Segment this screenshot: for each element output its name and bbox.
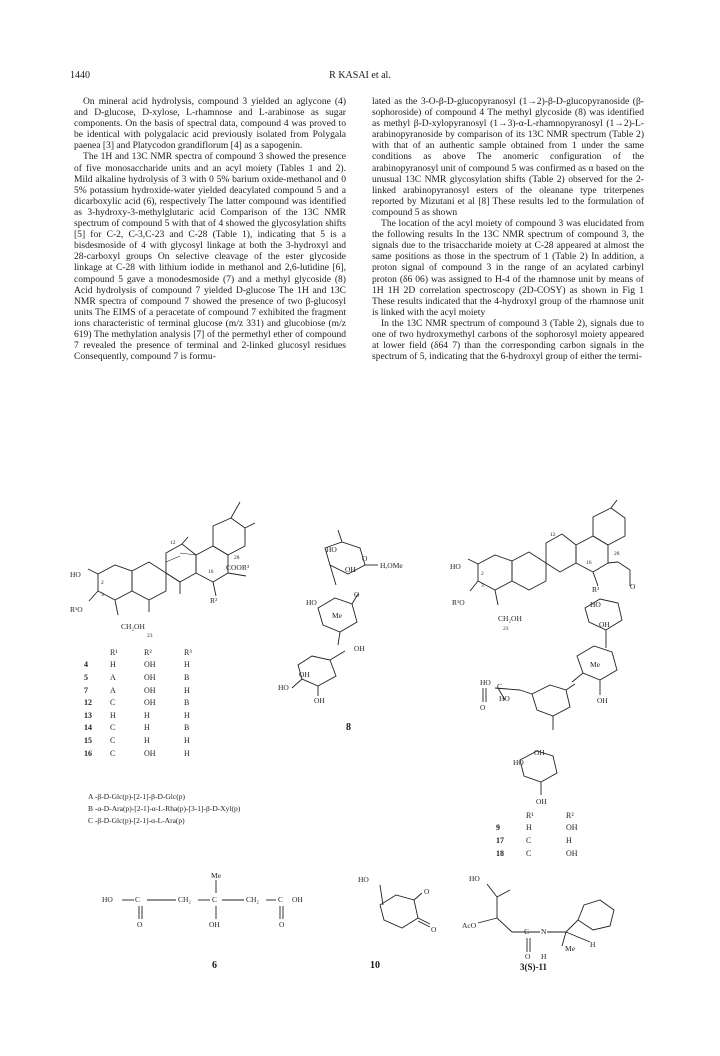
table-cell: B: [184, 672, 190, 682]
table-cell: H: [184, 710, 190, 720]
table-header-cell: [84, 646, 110, 659]
s1-label-n16: 16: [208, 569, 214, 575]
left-column: [74, 96, 346, 362]
table-header-cell: [496, 809, 526, 822]
lactone10-label-o-carbonyl: O: [431, 925, 437, 934]
acid6-label-me: Me: [211, 871, 221, 880]
legend-line-c: C -β-D-Glc(p)-[2-1]-α-L-Ara(p): [88, 816, 185, 825]
s9-label-ho: HO: [450, 562, 461, 571]
s1-label-r1o: R¹O: [70, 605, 83, 614]
s8-label-o1: O: [362, 554, 368, 563]
substituent-table-2: [496, 809, 596, 859]
table-header-row: [496, 809, 596, 822]
table-cell: OH: [566, 848, 578, 858]
amide11-label-h: H: [590, 940, 596, 949]
s8-label-ho-top: HO: [326, 545, 337, 554]
lactone-10-bonds: [380, 885, 430, 928]
table-cell: C: [526, 848, 532, 858]
table-cell: 13: [84, 710, 92, 720]
table-header-row: [84, 646, 208, 659]
amide11-label-h-n: H: [541, 952, 547, 961]
table-header-cell: R¹: [526, 810, 534, 820]
s8-label-oh2: OH: [354, 644, 365, 653]
substituent-table-1: [84, 646, 208, 759]
triterpene-structure-1: [88, 502, 255, 615]
s8-label-me: Me: [332, 611, 342, 620]
compound-label-10: 10: [370, 960, 380, 971]
lactone10-label-o-ring: O: [424, 887, 430, 896]
table-cell: H: [184, 748, 190, 758]
table-cell: 9: [496, 823, 500, 833]
table-cell: C: [110, 748, 116, 758]
s1-label-n2: 2: [101, 580, 104, 586]
table-cell: B: [184, 723, 190, 733]
s9-label-r1o: R¹O: [452, 598, 465, 607]
s9-label-ho2: HO: [590, 600, 601, 609]
running-title: R KASAI et al.: [329, 70, 391, 81]
table-cell: C: [110, 698, 116, 708]
s9-label-n23: 23: [503, 626, 509, 632]
table-cell: A: [110, 672, 116, 682]
s9-label-o: O: [630, 582, 636, 591]
table-cell: H: [144, 735, 150, 745]
table-cell: H: [144, 710, 150, 720]
s9-label-oh3: OH: [534, 748, 545, 757]
table-cell: A: [110, 685, 116, 695]
acid6-label-c3: C: [278, 895, 284, 904]
table-row: [84, 709, 208, 722]
table-cell: 15: [84, 735, 92, 745]
s9-label-n3: 3: [481, 583, 484, 589]
table-cell: OH: [144, 672, 156, 682]
s8-label-ho3: HO: [278, 683, 289, 692]
table-cell: H: [110, 710, 116, 720]
right-paragraph-3: In the 13C NMR spectrum of compound 3 (Table 2), signals due to one of two hydroxymethyl carbons of the sophorosyl moiety appeared at lower field (δ64 7) than the corresponding carbon signals in the spectrum of 5, indicating that the 6-hydroxyl group of either the termi-: [372, 317, 644, 363]
compound-label-8: 8: [346, 722, 351, 733]
table-header-cell: R²: [144, 647, 152, 657]
s1-label-r2: R²: [210, 596, 218, 605]
s9-label-r2: R²: [592, 585, 600, 594]
s9-label-n12: 12: [550, 532, 556, 538]
s9-label-ho5: HO: [513, 758, 524, 767]
s9-label-me: Me: [590, 660, 600, 669]
table-cell: H: [184, 660, 190, 670]
table-row: [84, 659, 208, 672]
table-row: [84, 696, 208, 709]
table-cell: H: [144, 723, 150, 733]
table-row: [84, 684, 208, 697]
legend-line-b: B -α-D-Ara(p)-[2-1]-α-L-Rha(p)-[3-1]-β-D-Xyl(p): [88, 804, 241, 813]
table-row: [84, 747, 208, 760]
table-cell: OH: [144, 660, 156, 670]
amide11-label-o: O: [525, 952, 531, 961]
s1-label-n28: 28: [234, 555, 240, 561]
table-row: [496, 847, 596, 860]
right-paragraph-2: The location of the acyl moiety of compound 3 was elucidated from the following results In the 13C NMR spectrum of compound 3, the signals due to the trisaccharide moiety at C-28 appeared at almost the same positions as those in the spectrum of 1 (Table 2) In addition, a proton signal of compound 3 in the range of an acylated carbinyl proton (δ6 06) was assigned to H-4 of the rhamnose unit by means of 1H 1H 2D correlation spectroscopy (2D-COSY) as shown in Fig 1 These results indicated that the 4-hydroxyl group of the rhamnose unit is linked with the acyl moiety: [372, 218, 644, 318]
table-header-cell: R²: [566, 810, 574, 820]
table-cell: 17: [496, 835, 504, 845]
acid6-label-c1: C: [135, 895, 141, 904]
s9-label-ho3: HO: [480, 678, 491, 687]
legend-line-a: A -β-D-Glc(p)-[2-1]-β-D-Glc(p): [88, 792, 185, 801]
table-cell: B: [184, 698, 190, 708]
s8-label-ho2: HO: [306, 598, 317, 607]
s1-label-coor3: COOR³: [226, 563, 250, 572]
table-cell: C: [526, 835, 532, 845]
left-paragraph-1: On mineral acid hydrolysis, compound 3 yielded an aglycone (4) and D-glucose, D-xylose, L-rhamnose and L-arabinose as sugar components. On the basis of spectral data, compound 4 was proved to be identical with polygalacic acid previously isolated from Polygala paenea [3] and Platycodon grandiflorum [4] as a sapogenin.: [74, 96, 346, 152]
triterpene-structure-9: [468, 500, 630, 795]
table-cell: OH: [144, 748, 156, 758]
acid6-label-ho: HO: [102, 895, 113, 904]
table-cell: OH: [566, 823, 578, 833]
acid6-label-oh-end: OH: [292, 895, 303, 904]
table-cell: OH: [144, 698, 156, 708]
compound-label-11: 3(S)-11: [520, 962, 547, 972]
table-cell: C: [110, 735, 116, 745]
right-column: [372, 96, 644, 362]
table-header-cell: R³: [184, 647, 192, 657]
table-cell: 14: [84, 723, 92, 733]
amide11-label-ho: HO: [469, 874, 480, 883]
s1-label-n3: 3: [101, 592, 104, 598]
table-row: [84, 722, 208, 735]
s9-label-n16: 16: [586, 560, 592, 566]
s8-label-hOMe: H,OMe: [380, 561, 403, 570]
s9-label-oh: OH: [599, 620, 610, 629]
s8-label-oh1: OH: [345, 565, 356, 574]
s8-label-oh4: OH: [314, 696, 325, 705]
amide11-label-aco: AcO: [462, 921, 477, 930]
acid6-label-o2: O: [279, 920, 285, 929]
table-cell: H: [526, 823, 532, 833]
table-header-cell: R¹: [110, 647, 118, 657]
table-cell: 7: [84, 685, 88, 695]
acid6-label-o1: O: [137, 920, 143, 929]
amide11-label-n: N: [541, 927, 547, 936]
acid6-label-oh-mid: OH: [209, 920, 220, 929]
table-cell: OH: [144, 685, 156, 695]
table-cell: 4: [84, 660, 88, 670]
table-cell: H: [566, 835, 572, 845]
s9-label-oh2: OH: [597, 696, 608, 705]
left-paragraph-2: The 1H and 13C NMR spectra of compound 3 showed the presence of five monosaccharide units and an acyl moiety (Tables 1 and 2). Mild alkaline hydrolysis of 3 with 0 5% barium oxide-methanol and 0 5% potassium hydroxide-water yielded deacylated compound 5 and a dicarboxylic acid (6), respectively The latter compound was identified as 3-hydroxy-3-methylglutaric acid Comparison of the 13C NMR spectrum of compound 5 with that of 4 showed the glycosylation shifts [5] for C-2, C-3,C-23 and C-28 (Table 1), indicating that 5 is a bisdesmoside of 4 with glycosyl linkage at both the 3-hydroxyl and 28-carboxyl groups On selective cleavage of the ester glycoside linkage at C-28 with lithium iodide in methanol and 2,6-lutidine [6], compound 5 gave a monodesmoside (7) and a methyl glycoside (8) Acid hydrolysis of compound 7 yielded D-glucose The 1H and 13C NMR spectra of compound 7 showed the presence of two β-glucosyl units The EIMS of a peracetate of compound 7 exhibited the fragment ions characteristic of terminal glucose (m/z 331) and glucobiose (m/z 619) The methylation analysis [7] of the permethyl ether of compound 7 revealed the presence of terminal and 2-linked glucosyl residues Consequently, compound 7 is formu-: [74, 151, 346, 363]
acid6-label-ch2a: CH₂: [178, 895, 192, 904]
s9-label-n28: 28: [614, 551, 620, 557]
acid6-label-c2: C: [212, 895, 218, 904]
table-cell: 5: [84, 672, 88, 682]
s1-label-ho: HO: [70, 570, 81, 579]
acid6-label-ch2b: CH₂: [246, 895, 260, 904]
table-row: [84, 671, 208, 684]
s1-label-n23: 23: [147, 633, 153, 639]
s8-label-oh3: OH: [299, 670, 310, 679]
s9-label-n2: 2: [481, 571, 484, 577]
s8-label-o2: O: [354, 590, 360, 599]
amide11-label-c: C: [524, 927, 530, 936]
table-cell: 18: [496, 848, 504, 858]
table-row: [496, 834, 596, 847]
s9-label-oh4: OH: [536, 797, 547, 806]
table-cell: H: [184, 685, 190, 695]
table-cell: 16: [84, 748, 92, 758]
table-cell: 12: [84, 698, 92, 708]
table-row: [84, 734, 208, 747]
s9-label-ch2oh: CH₂OH: [498, 614, 522, 623]
table-cell: H: [110, 660, 116, 670]
s9-label-c: C: [497, 682, 503, 691]
s9-label-o2: O: [480, 703, 486, 712]
table-cell: C: [110, 723, 116, 733]
table-row: [496, 822, 596, 835]
page-number: 1440: [70, 70, 90, 81]
amide11-label-me: Me: [565, 944, 575, 953]
s1-label-ch2oh: CH₂OH: [121, 622, 145, 631]
s1-label-n12: 12: [170, 540, 176, 546]
compound-label-6: 6: [212, 960, 217, 971]
table-cell: H: [184, 735, 190, 745]
lactone10-label-ho: HO: [358, 875, 369, 884]
right-paragraph-1: lated as the 3-O-β-D-glucopyranosyl (1→2)-β-D-glucopyranoside (β-sophoroside) of compound 4 The methyl glycoside (8) was identified as methyl β-D-xylopyranosyl (1→3)-α-L-rhamnopyranosyl (1→2)-L-arabinopyranoside by comparison of its 13C NMR spectrum (Table 2) with that of an authentic sample obtained from 1 under the same conditions as above The anomeric configuration of the arabinopyranosyl unit of compound 5 was confirmed as α based on the unusual 13C NMR glycosylation shifts (Table 2) observed for the 2-linked arabinopyranosyl esters of the oleanane type triterpenes reported by Mizutani et al [8] These results led to the formulation of compound 5 as shown: [372, 96, 644, 218]
s9-label-ho4: HO: [499, 694, 510, 703]
